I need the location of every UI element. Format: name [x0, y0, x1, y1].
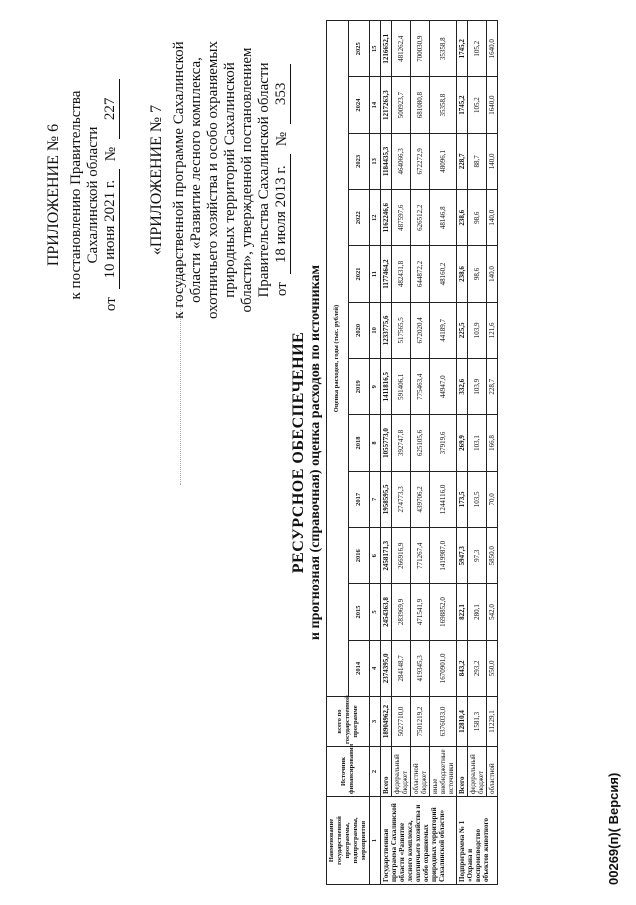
year-value-cell: 238,6 [457, 246, 468, 302]
year-value-cell: 274773,3 [392, 471, 411, 527]
document-subheading: и прогнозная (справочная) оценка расходов по источникам [308, 264, 323, 641]
table-row [411, 21, 430, 885]
table-row [430, 21, 457, 885]
total-cell: 18904962,2 [381, 697, 392, 747]
year-value-cell: 5947,3 [457, 528, 468, 584]
appendix-6-number: 227 [102, 79, 120, 139]
col-number: 7 [370, 471, 381, 527]
appendix-7-date: 18 июля 2013 г. [273, 154, 291, 274]
year-value-cell: 1745,2 [457, 77, 468, 133]
year-header: 2019 [348, 359, 370, 415]
year-value-cell: 238,6 [457, 190, 468, 246]
table-body [381, 21, 498, 885]
year-value-cell: 775463,4 [411, 359, 430, 415]
year-value-cell: 700030,9 [411, 21, 430, 77]
table-row [381, 21, 392, 885]
year-value-cell: 1411816,5 [381, 359, 392, 415]
col-number: 12 [370, 190, 381, 246]
source-cell: Всего [457, 747, 468, 797]
year-value-cell: 228,7 [487, 359, 498, 415]
col-name-header: Наименование государственной программы, подпрограммы, мероприятия [327, 797, 370, 885]
year-value-cell: 228,7 [457, 133, 468, 189]
year-value-cell: 591406,1 [392, 359, 411, 415]
version-stamp: 00269(п)( Версия) [606, 772, 621, 885]
appendix-6-date-row [102, 45, 120, 345]
year-value-cell: 672272,9 [411, 133, 430, 189]
year-header: 2023 [348, 133, 370, 189]
total-cell: 6376033,0 [430, 697, 457, 747]
col-number: 14 [370, 77, 381, 133]
appendix-7-num-sign: № [274, 131, 290, 147]
year-value-cell: 500923,7 [392, 77, 411, 133]
year-header: 2016 [348, 528, 370, 584]
appendix-6-title: ПРИЛОЖЕНИЕ № 6 [45, 123, 62, 267]
year-value-cell: 1745,2 [457, 21, 468, 77]
year-value-cell: 98,6 [468, 246, 487, 302]
year-header: 2021 [348, 246, 370, 302]
year-value-cell: 626512,2 [411, 190, 430, 246]
year-value-cell: 843,2 [457, 640, 468, 696]
year-value-cell: 1177464,2 [381, 246, 392, 302]
year-value-cell: 1055773,0 [381, 415, 392, 471]
col-number: 5 [370, 584, 381, 640]
source-cell: иные внебюджетные источники [430, 747, 457, 797]
appendix-6-line1: к постановлению Правительства [68, 90, 84, 300]
year-value-cell: 1216652,1 [381, 21, 392, 77]
year-header: 2025 [348, 21, 370, 77]
total-cell: 1581,3 [468, 697, 487, 747]
appendix-7-block [148, 15, 291, 345]
total-cell: 11229,1 [487, 697, 498, 747]
program-name-cell: Подпрограмма № 1 «Охрана и воспроизводство объектов животного [457, 797, 498, 885]
year-value-cell: 88,7 [468, 133, 487, 189]
year-value-cell: 280,1 [468, 584, 487, 640]
year-value-cell: 283969,9 [392, 584, 411, 640]
year-value-cell: 542,0 [487, 584, 498, 640]
source-cell: областной бюджет [411, 747, 430, 797]
appendix-7-line: области «Развитие лесного комплекса, [188, 57, 204, 303]
col-number: 13 [370, 133, 381, 189]
appendix-6-num-sign: № [103, 146, 119, 162]
year-value-cell: 1698852,0 [430, 584, 457, 640]
col-number: 4 [370, 640, 381, 696]
year-value-cell: 48160,2 [430, 246, 457, 302]
year-value-cell: 225,5 [457, 302, 468, 358]
year-value-cell: 1233775,6 [381, 302, 392, 358]
appendix-7-line: природных территорий Сахалинской [222, 62, 238, 298]
estimate-header: Оценка расходов, годы (тыс. рублей) [327, 21, 349, 697]
year-value-cell: 550,0 [487, 640, 498, 696]
year-value-cell: 284148,7 [392, 640, 411, 696]
year-value-cell: 70,0 [487, 471, 498, 527]
source-cell: областной [487, 747, 498, 797]
year-value-cell: 140,0 [487, 190, 498, 246]
year-value-cell: 439706,2 [411, 471, 430, 527]
total-cell: 12810,4 [457, 697, 468, 747]
appendix-6-prefix: от [103, 297, 119, 312]
year-value-cell: 293,2 [468, 640, 487, 696]
col-number: 15 [370, 21, 381, 77]
col-number: 10 [370, 302, 381, 358]
year-value-cell: 332,6 [457, 359, 468, 415]
program-name-cell: Государственная программа Сахалинской области «Развитие лесного комплекса, охотничьего хозяйства и особо охраняемых природных территорий Сахалинской области» [381, 797, 457, 885]
year-value-cell: 103,9 [468, 302, 487, 358]
document-heading: РЕСУРСНОЕ ОБЕСПЕЧЕНИЕ [290, 331, 307, 574]
table-row [468, 21, 487, 885]
year-value-cell: 103,9 [468, 359, 487, 415]
year-value-cell: 644872,2 [411, 246, 430, 302]
year-value-cell: 1162246,6 [381, 190, 392, 246]
year-value-cell: 1184435,3 [381, 133, 392, 189]
year-value-cell: 419345,3 [411, 640, 430, 696]
col-number: 2 [370, 747, 381, 797]
year-header: 2024 [348, 77, 370, 133]
appendix-7-line: охотничьего хозяйства и особо охраняемых [205, 41, 221, 319]
col-number: 8 [370, 415, 381, 471]
year-value-cell: 173,5 [457, 471, 468, 527]
source-cell: федеральный бюджет [468, 747, 487, 797]
year-value-cell: 681080,8 [411, 77, 430, 133]
year-value-cell: 392747,8 [392, 415, 411, 471]
col-number: 9 [370, 359, 381, 415]
year-value-cell: 269,9 [457, 415, 468, 471]
year-value-cell: 44947,0 [430, 359, 457, 415]
col-number: 3 [370, 697, 381, 747]
year-value-cell: 1670901,0 [430, 640, 457, 696]
year-header: 2018 [348, 415, 370, 471]
year-value-cell: 2454363,8 [381, 584, 392, 640]
year-value-cell: 1640,0 [487, 77, 498, 133]
year-value-cell: 1419987,0 [430, 528, 457, 584]
year-value-cell: 48146,8 [430, 190, 457, 246]
year-value-cell: 482431,8 [392, 246, 411, 302]
year-value-cell: 44189,7 [430, 302, 457, 358]
appendix-7-line: области», утвержденной постановлением [239, 47, 255, 313]
year-value-cell: 487597,6 [392, 190, 411, 246]
year-value-cell: 103,5 [468, 471, 487, 527]
col-source-header: Источник финансирования [327, 747, 370, 797]
year-value-cell: 103,1 [468, 415, 487, 471]
appendix-7-prefix: от [274, 282, 290, 297]
year-value-cell: 481262,4 [392, 21, 411, 77]
resource-table [326, 20, 498, 885]
year-value-cell: 471541,9 [411, 584, 430, 640]
year-value-cell: 672020,4 [411, 302, 430, 358]
year-value-cell: 625105,6 [411, 415, 430, 471]
year-value-cell: 105,2 [468, 21, 487, 77]
year-value-cell: 822,1 [457, 584, 468, 640]
year-value-cell: 1244116,0 [430, 471, 457, 527]
total-cell: 7501219,2 [411, 697, 430, 747]
year-value-cell: 1958595,5 [381, 471, 392, 527]
total-cell: 5027710,0 [392, 697, 411, 747]
year-value-cell: 1640,0 [487, 21, 498, 77]
appendix-6-line2: Сахалинской области [85, 126, 101, 264]
year-value-cell: 35358,8 [430, 21, 457, 77]
year-header: 2017 [348, 471, 370, 527]
year-value-cell: 5850,0 [487, 528, 498, 584]
year-value-cell: 166,8 [487, 415, 498, 471]
year-value-cell: 2458171,3 [381, 528, 392, 584]
col-total-header: всего по государственной программе [327, 697, 370, 747]
year-value-cell: 464066,3 [392, 133, 411, 189]
year-header: 2014 [348, 640, 370, 696]
appendix-6-date: 10 июня 2021 г. [102, 169, 120, 289]
source-cell: федеральный бюджет [392, 747, 411, 797]
year-value-cell: 517565,5 [392, 302, 411, 358]
year-value-cell: 105,2 [468, 77, 487, 133]
year-value-cell: 98,6 [468, 190, 487, 246]
year-value-cell: 48096,1 [430, 133, 457, 189]
appendix-7-title: «ПРИЛОЖЕНИЕ № 7 [148, 104, 165, 256]
appendix-7-number: 353 [273, 64, 291, 124]
year-value-cell: 121,6 [487, 302, 498, 358]
year-header: 2020 [348, 302, 370, 358]
year-header: 2015 [348, 584, 370, 640]
appendix-6-block [45, 45, 120, 345]
col-number: 11 [370, 246, 381, 302]
year-value-cell: 140,0 [487, 246, 498, 302]
year-value-cell: 2374395,0 [381, 640, 392, 696]
col-number: 6 [370, 528, 381, 584]
year-value-cell: 140,0 [487, 133, 498, 189]
col-number: 1 [370, 797, 381, 885]
table-row [457, 21, 468, 885]
table-row [487, 21, 498, 885]
table-row [392, 21, 411, 885]
column-numbers-row [370, 21, 381, 885]
year-value-cell: 35358,8 [430, 77, 457, 133]
year-value-cell: 266916,9 [392, 528, 411, 584]
year-value-cell: 771267,4 [411, 528, 430, 584]
year-value-cell: 1217263,3 [381, 77, 392, 133]
year-header: 2022 [348, 190, 370, 246]
source-cell: Всего [381, 747, 392, 797]
year-value-cell: 97,3 [468, 528, 487, 584]
appendix-7-line: Правительства Сахалинской области [256, 62, 272, 298]
appendix-7-date-row [273, 15, 291, 345]
year-value-cell: 37919,6 [430, 415, 457, 471]
appendix-7-line: к государственной программе Сахалинской [171, 41, 187, 319]
